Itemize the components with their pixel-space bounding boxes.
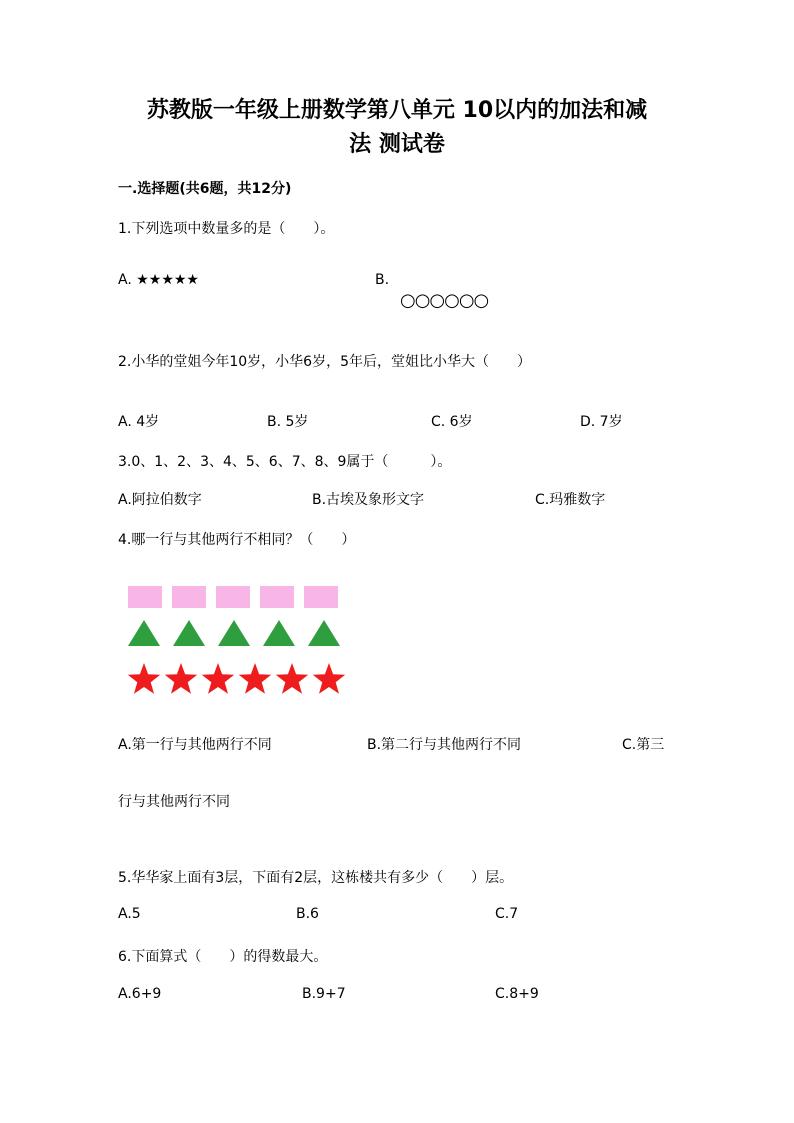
question-2-option-d[interactable]: D. 7岁 bbox=[580, 414, 623, 430]
question-1-text: 1.下列选项中数量多的是（ ）。 bbox=[118, 221, 335, 237]
question-4-option-b[interactable]: B.第二行与其他两行不同 bbox=[367, 737, 522, 753]
red-star bbox=[311, 662, 347, 696]
question-4-text: 4.哪一行与其他两行不相同？（ ） bbox=[118, 532, 356, 548]
question-1-option-a[interactable]: A. ★★★★★ bbox=[118, 272, 199, 288]
question-2-option-b[interactable]: B. 5岁 bbox=[267, 414, 309, 430]
red-star bbox=[200, 662, 236, 696]
green-triangle bbox=[173, 620, 205, 646]
question-6-option-c[interactable]: C.8+9 bbox=[495, 986, 539, 1002]
pink-rectangle bbox=[172, 586, 206, 608]
pink-rectangle bbox=[260, 586, 294, 608]
question-1-option-b[interactable]: B. bbox=[375, 272, 390, 288]
question-4-option-a[interactable]: A.第一行与其他两行不同 bbox=[118, 737, 272, 753]
question-6-option-b[interactable]: B.9+7 bbox=[302, 986, 346, 1002]
green-triangle bbox=[308, 620, 340, 646]
question-3-text: 3.0、1、2、3、4、5、6、7、8、9属于（ ）。 bbox=[118, 454, 452, 470]
green-triangle bbox=[128, 620, 160, 646]
question-5-text: 5.华华家上面有3层，下面有2层，这栋楼共有多少（ ）层。 bbox=[118, 870, 514, 886]
question-3-option-b[interactable]: B.古埃及象形文字 bbox=[312, 492, 425, 508]
pink-rectangle bbox=[128, 586, 162, 608]
question-1-option-b-circles: ○○○○○○ bbox=[400, 290, 489, 311]
question-2-text: 2.小华的堂姐今年10岁，小华6岁，5年后，堂姐比小华大（ ） bbox=[118, 354, 531, 370]
question-4-option-c-continued: 行与其他两行不同 bbox=[118, 794, 230, 810]
red-star bbox=[237, 662, 273, 696]
question-5-option-b[interactable]: B.6 bbox=[296, 906, 319, 922]
pink-rectangle bbox=[216, 586, 250, 608]
pink-rectangle bbox=[304, 586, 338, 608]
question-2-option-c[interactable]: C. 6岁 bbox=[431, 414, 473, 430]
page-title-line2: 法 测试卷 bbox=[349, 132, 445, 157]
question-5-option-a[interactable]: A.5 bbox=[118, 906, 141, 922]
green-triangle bbox=[218, 620, 250, 646]
question-3-option-c[interactable]: C.玛雅数字 bbox=[535, 492, 606, 508]
question-6-option-a[interactable]: A.6+9 bbox=[118, 986, 162, 1002]
shapes-figure bbox=[126, 582, 350, 692]
page-title-line1: 苏教版一年级上册数学第八单元 10以内的加法和减 bbox=[146, 98, 648, 123]
section-heading: 一.选择题(共6题，共12分) bbox=[118, 181, 292, 197]
red-star bbox=[274, 662, 310, 696]
question-6-text: 6.下面算式（ ）的得数最大。 bbox=[118, 949, 328, 965]
question-2-option-a[interactable]: A. 4岁 bbox=[118, 414, 160, 430]
green-triangle bbox=[263, 620, 295, 646]
question-4-option-c[interactable]: C.第三 bbox=[622, 737, 665, 753]
red-star bbox=[126, 662, 162, 696]
question-5-option-c[interactable]: C.7 bbox=[495, 906, 519, 922]
question-3-option-a[interactable]: A.阿拉伯数字 bbox=[118, 492, 202, 508]
red-star bbox=[163, 662, 199, 696]
page-title bbox=[100, 94, 694, 162]
